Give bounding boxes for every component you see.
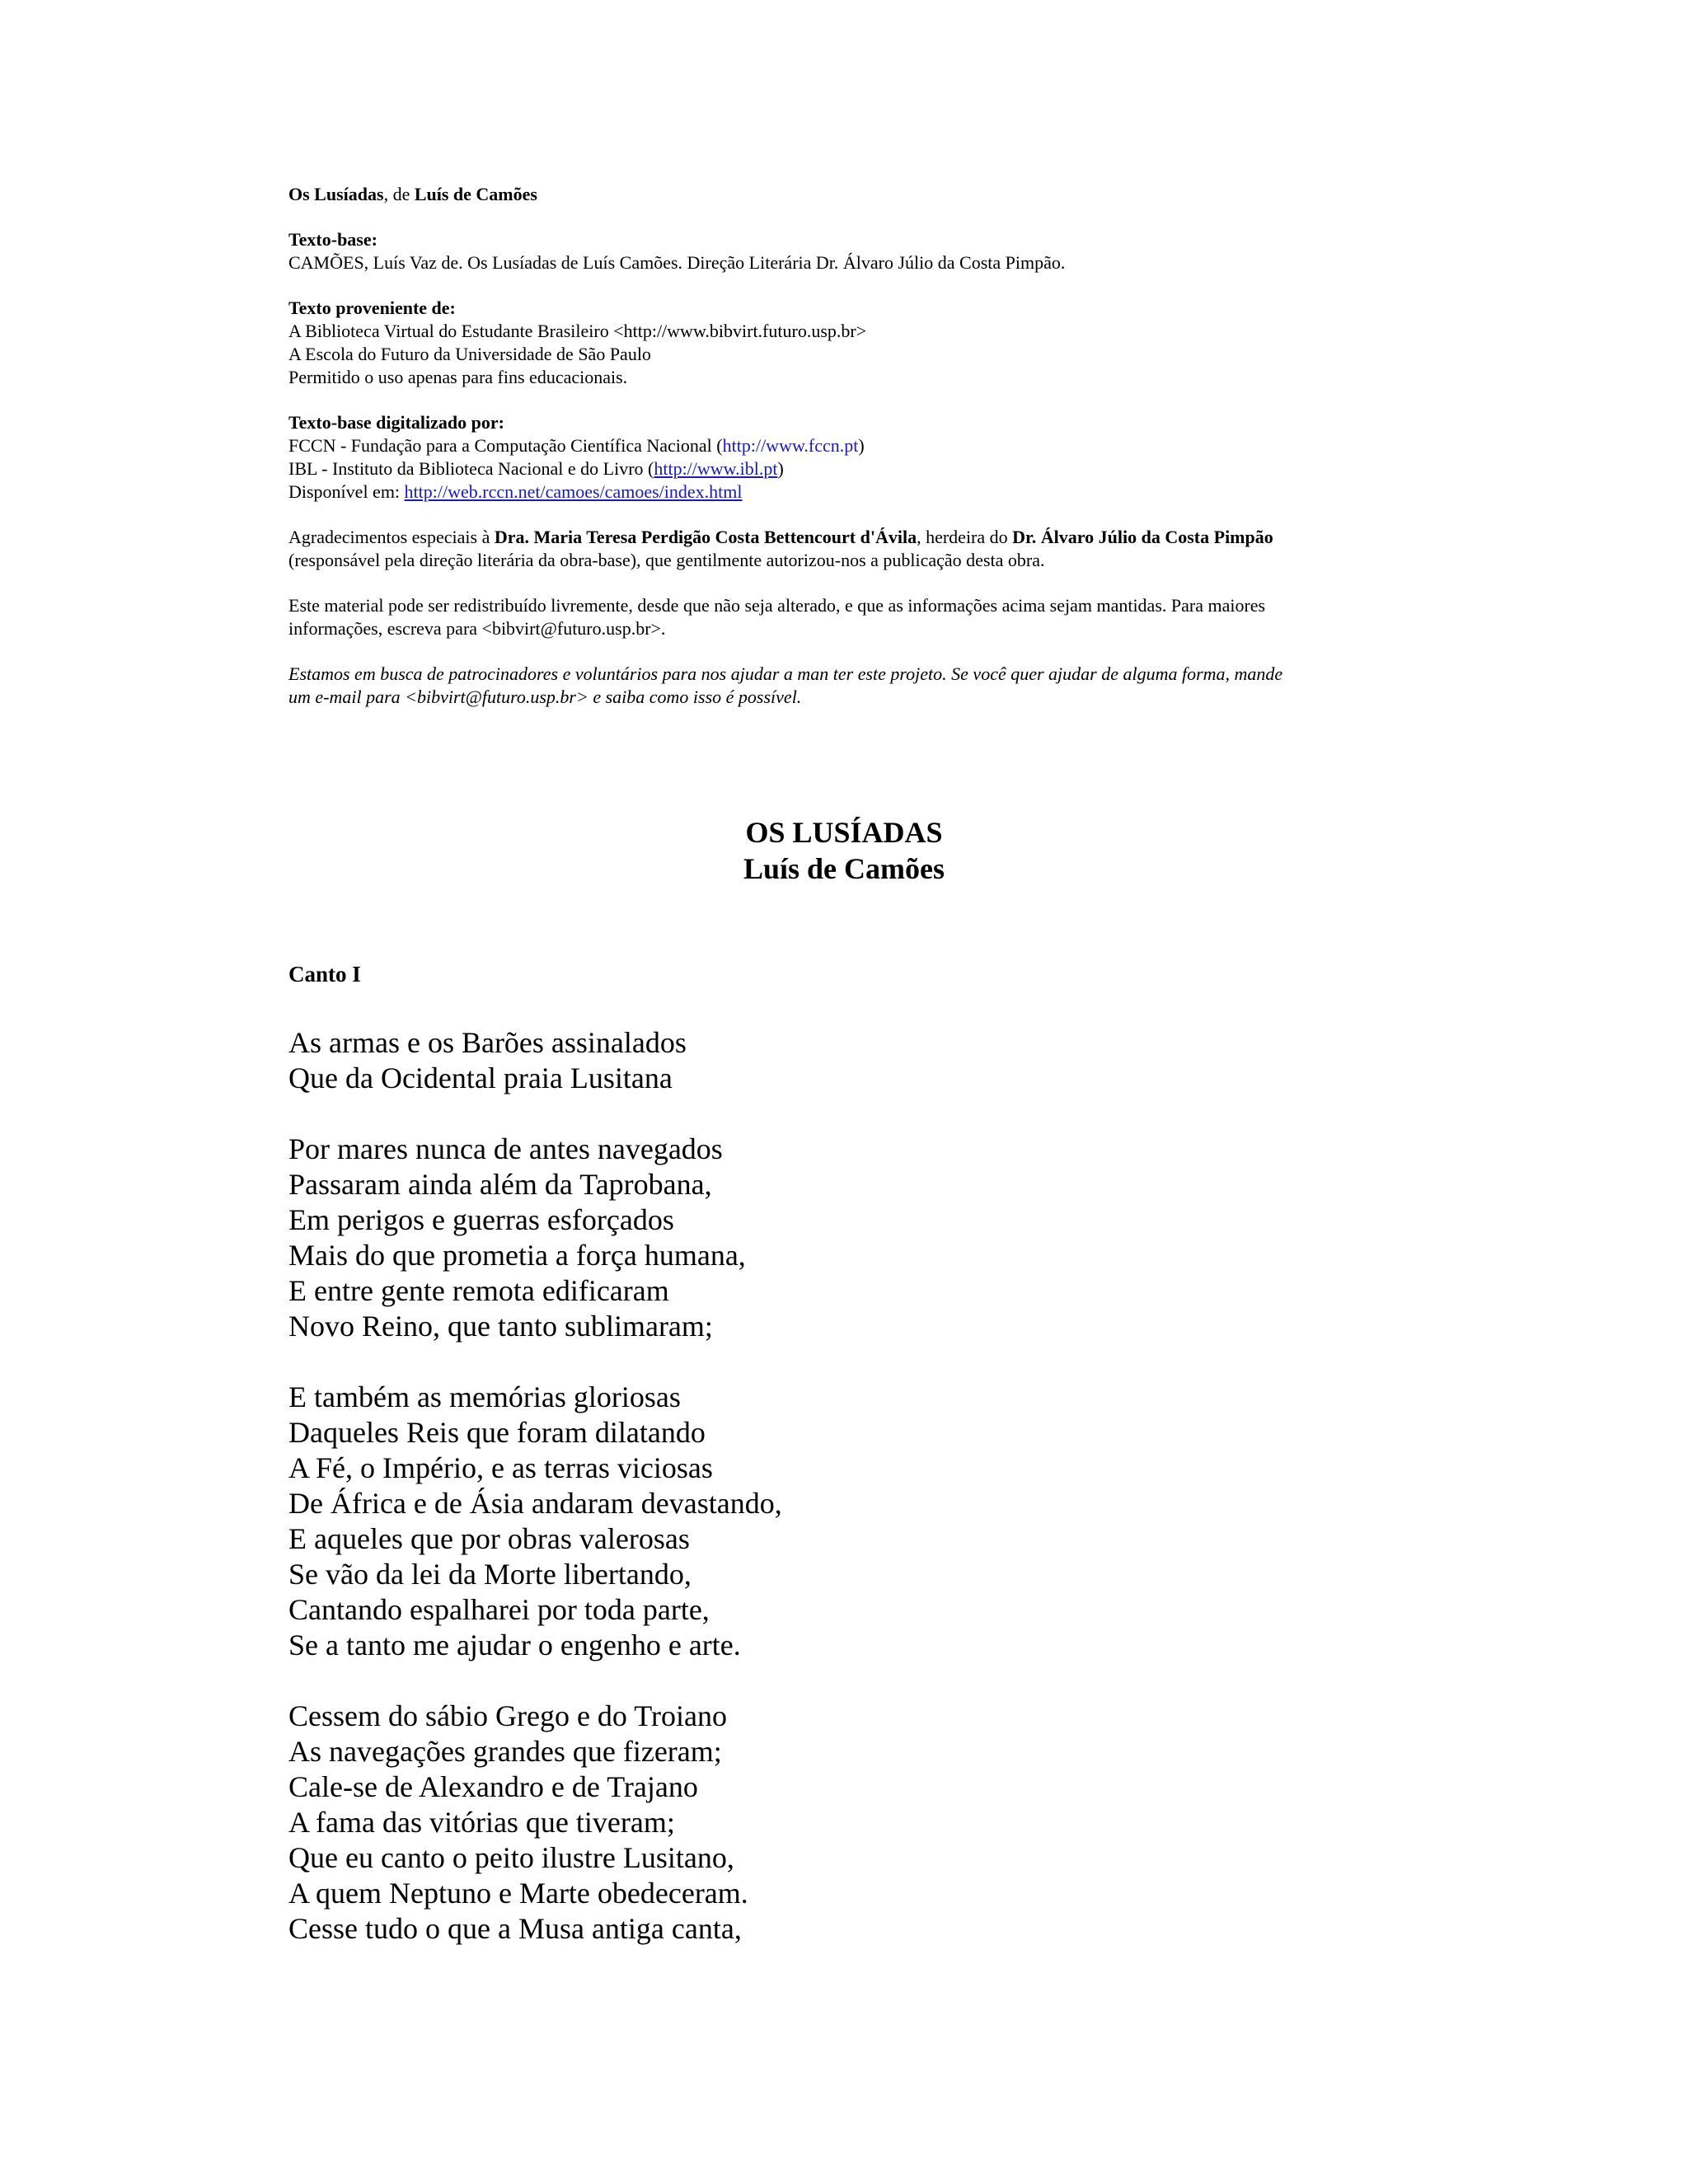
verse-line: Cantando espalharei por toda parte, [288,1593,710,1626]
header-connector: , de [383,184,415,204]
verse-line: Por mares nunca de antes navegados [288,1132,723,1165]
verse-line: E aqueles que por obras valerosas [288,1522,690,1555]
texto-base-line: CAMÕES, Luís Vaz de. Os Lusíadas de Luís Camões. Direção Literária Dr. Álvaro Júlio da Costa Pimpão. [288,252,1066,273]
ibl-line [288,457,1442,480]
verse-line: Cessem do sábio Grego e do Troiano [288,1699,727,1732]
fccn-line [288,434,1442,457]
verse-line: Daqueles Reis que foram dilatando [288,1416,706,1449]
agradecimentos-section [288,526,1442,572]
ibl-close: ) [777,458,784,479]
ibl-link[interactable]: http://www.ibl.pt [654,458,778,479]
front-matter [288,183,1442,731]
texto-base-heading: Texto-base: [288,229,377,250]
fccn-close: ) [858,435,865,456]
stanza [288,1380,782,1663]
digitalizado-heading: Texto-base digitalizado por: [288,412,504,433]
verse-line: Cesse tudo o que a Musa antiga canta, [288,1912,742,1945]
disponivel-line [288,480,1442,504]
agradecimentos-continuation: (responsável pela direção literária da obra-base), que gentilmente autorizou-nos a publicação desta obra. [288,550,1045,570]
poem-text [288,1025,782,1982]
fccn-link[interactable]: http://www.fccn.pt [722,435,859,456]
proveniente-heading: Texto proveniente de: [288,298,456,318]
stanza [288,1699,782,1947]
proveniente-line: A Escola do Futuro da Universidade de São Paulo [288,344,651,364]
verse-line: Passaram ainda além da Taprobana, [288,1168,712,1201]
verse-line: E também as memórias gloriosas [288,1380,681,1413]
verse-line: As armas e os Barões assinalados [288,1026,687,1059]
fccn-text: FCCN - Fundação para a Computação Científica Nacional ( [288,435,723,456]
disponivel-link[interactable]: http://web.rccn.net/camoes/camoes/index.html [404,481,743,502]
main-author: Luís de Camões [743,852,945,885]
agradecimentos-connector: , herdeira do [917,527,1013,547]
patrocinio-line: Estamos em busca de patrocinadores e voluntários para nos ajudar a man ter este projeto. Se você quer ajudar de alguma forma, mande [288,663,1283,684]
verse-line: E entre gente remota edificaram [288,1274,669,1307]
proveniente-line: A Biblioteca Virtual do Estudante Brasileiro <http://www.bibvirt.futuro.usp.br> [288,321,867,341]
digitalizado-section [288,411,1442,504]
verse-line: Que eu canto o peito ilustre Lusitano, [288,1841,734,1874]
verse-line: As navegações grandes que fizeram; [288,1735,722,1768]
agradecimentos-line [288,526,1442,549]
verse-line: Novo Reino, que tanto sublimaram; [288,1310,713,1343]
texto-base-section [288,228,1442,274]
canto-heading: Canto I [288,962,361,987]
main-title: OS LUSÍADAS [745,816,943,849]
verse-line: A quem Neptuno e Marte obedeceram. [288,1877,748,1910]
verse-line: De África e de Ásia andaram devastando, [288,1487,782,1520]
work-title: Os Lusíadas [288,184,384,204]
verse-line: Que da Ocidental praia Lusitana [288,1062,673,1094]
document-header [288,183,1442,206]
patrocinio-section [288,663,1442,709]
agradecimentos-name-1: Dra. Maria Teresa Perdigão Costa Bettencourt d'Ávila [494,527,917,547]
verse-line: Cale-se de Alexandro e de Trajano [288,1770,698,1803]
ibl-text: IBL - Instituto da Biblioteca Nacional e do Livro ( [288,458,654,479]
author-name: Luís de Camões [414,184,537,204]
patrocinio-line: um e-mail para <bibvirt@futuro.usp.br> e saiba como isso é possível. [288,687,802,707]
verse-line: Mais do que prometia a força humana, [288,1239,746,1272]
stanza [288,1132,782,1344]
redistribuicao-line: informações, escreva para <bibvirt@futuro.usp.br>. [288,618,666,639]
verse-line: A fama das vitórias que tiveram; [288,1806,675,1839]
verse-line: Se a tanto me ajudar o engenho e arte. [288,1629,741,1661]
stanza [288,1025,782,1096]
agradecimentos-name-2: Dr. Álvaro Júlio da Costa Pimpão [1012,527,1273,547]
redistribuicao-line: Este material pode ser redistribuído livremente, desde que não seja alterado, e que as informações acima sejam mantidas. Para maiores [288,595,1266,616]
verse-line: A Fé, o Império, e as terras viciosas [288,1451,713,1484]
verse-line: Se vão da lei da Morte libertando, [288,1558,692,1591]
title-block [0,814,1688,887]
redistribuicao-section [288,594,1442,640]
disponivel-text: Disponível em: [288,481,405,502]
proveniente-section [288,297,1442,389]
proveniente-line: Permitido o uso apenas para fins educacionais. [288,367,628,387]
verse-line: Em perigos e guerras esforçados [288,1203,674,1236]
agradecimentos-text: Agradecimentos especiais à [288,527,495,547]
